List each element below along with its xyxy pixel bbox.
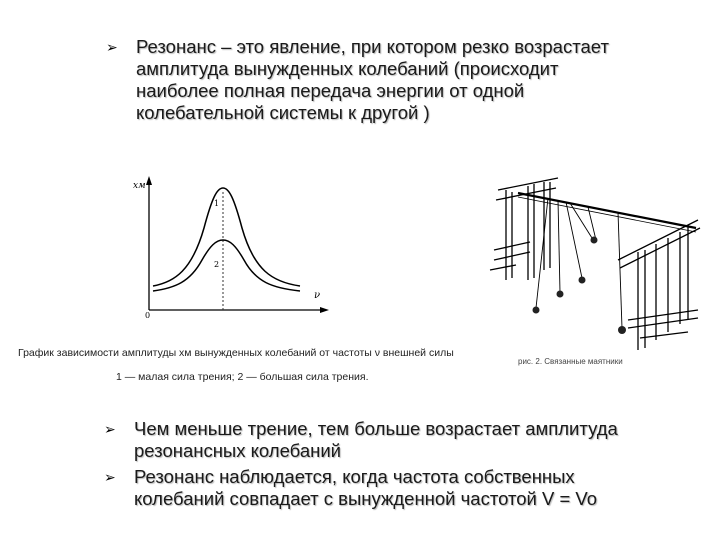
- resonance-graph: [120, 170, 340, 320]
- curve1-label: 1: [214, 199, 220, 208]
- bullet-resonance-definition: [106, 36, 626, 124]
- arrow-bullet-icon: ➢: [104, 469, 116, 485]
- curve2-label: 2: [214, 260, 220, 269]
- x-axis-label: ν: [314, 290, 321, 301]
- pendulum-caption: рис. 2. Связанные маятники: [518, 357, 623, 366]
- y-axis-arrow: [146, 176, 152, 185]
- arrow-bullet-icon: ➢: [106, 39, 118, 55]
- y-axis-label: xм: [133, 181, 146, 191]
- coupled-pendulums-illustration: [488, 160, 708, 355]
- bullet-text: Резонанс – это явление, при котором резко возрастает амплитуда вынужденных колебаний (происходит наиболее полная передача энергии от одной колебательной системы к другой ): [136, 36, 609, 123]
- origin-label: 0: [145, 311, 151, 320]
- x-axis-arrow: [320, 307, 329, 313]
- bullet-text: Чем меньше трение, тем больше возрастает амплитуда резонансных колебаний: [134, 418, 618, 461]
- bullet-friction: [104, 418, 624, 462]
- curve-large-friction: [153, 240, 300, 291]
- curve-small-friction: [153, 188, 300, 286]
- graph-caption-line1: График зависимости амплитуды xм вынужденных колебаний от частоты ν внешней силы: [18, 347, 454, 359]
- graph-caption-line2: 1 — малая сила трения; 2 — большая сила трения.: [116, 371, 369, 383]
- bullet-text: Резонанс наблюдается, когда частота собственных колебаний совпадает с вынужденной частотой V = Vo: [134, 466, 598, 509]
- arrow-bullet-icon: ➢: [104, 421, 116, 437]
- bullet-resonance-condition: [104, 466, 624, 510]
